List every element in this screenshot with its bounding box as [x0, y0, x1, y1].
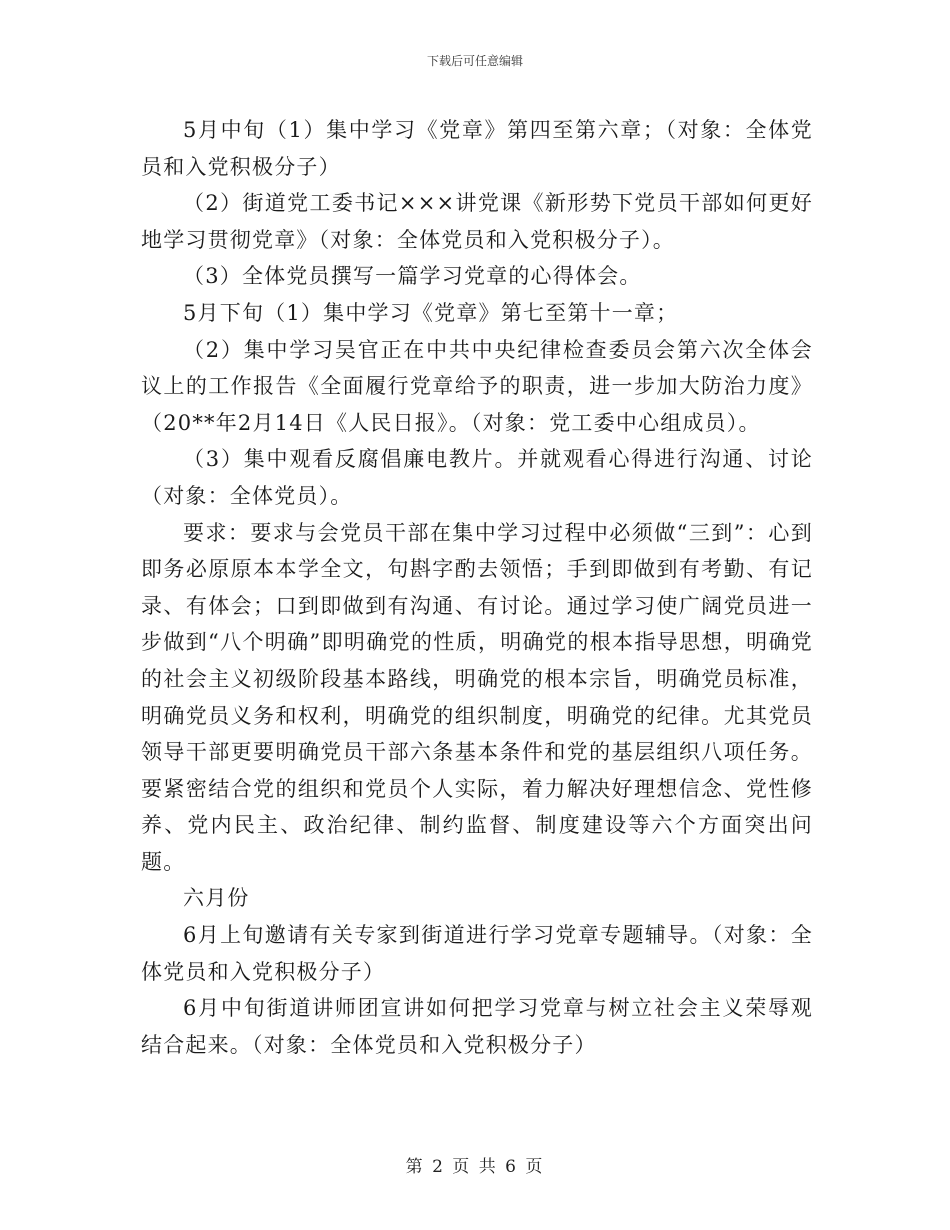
paragraph-june-early: 6月上旬邀请有关专家到街道进行学习党章专题辅导。（对象：全体党员和入党积极分子）: [141, 923, 813, 984]
paragraph-may-mid-3: （3）全体党员撰写一篇学习党章的心得体会。: [183, 264, 642, 289]
paragraph-may-mid-1: 5月中旬（1）集中学习《党章》第四至第六章；（对象：全体党员和入党积极分子）: [141, 118, 813, 179]
paragraph-may-late-3: （3）集中观看反腐倡廉电教片。并就观看心得进行沟通、讨论（对象：全体党员）。: [141, 447, 813, 508]
header-note: 下载后可任意编辑: [426, 54, 523, 68]
paragraph-may-mid-2: （2）街道党工委书记×××讲党课《新形势下党员干部如何更好地学习贯彻党章》（对象：全体党员和入党积极分子）。: [141, 191, 813, 252]
document-body: [141, 112, 813, 1063]
section-heading-june: 六月份: [183, 886, 250, 911]
paragraph-may-late-1: 5月下旬（1）集中学习《党章》第七至第十一章；: [183, 300, 679, 325]
page-number: 第 2 页 共 6 页: [405, 1157, 545, 1177]
paragraph-may-late-2: （2）集中学习吴官正在中共中央纪律检查委员会第六次全体会议上的工作报告《全面履行党章给予的职责，进一步加大防治力度》（20**年2月14日《人民日报》。（对象：党工委中心组成员）。: [141, 337, 813, 435]
paragraph-requirements: 要求：要求与会党员干部在集中学习过程中必须做“三到”：心到即务必原原本本学全文，句斟字酌去领悟；手到即做到有考勤、有记录、有体会；口到即做到有沟通、有讨论。通过学习使广阔党员进一步做到“八个明确”即明确党的性质，明确党的根本指导思想，明确党的社会主义初级阶段基本路线，明确党的根本宗旨，明确党员标准，明确党员义务和权利，明确党的组织制度，明确党的纪律。尤其党员领导干部更要明确党员干部六条基本条件和党的基层组织八项任务。要紧密结合党的组织和党员个人实际，着力解决好理想信念、党性修养、党内民主、政治纪律、制约监督、制度建设等六个方面突出问题。: [141, 520, 813, 874]
paragraph-june-mid: 6月中旬街道讲师团宣讲如何把学习党章与树立社会主义荣辱观结合起来。（对象：全体党员和入党积极分子）: [141, 996, 813, 1057]
